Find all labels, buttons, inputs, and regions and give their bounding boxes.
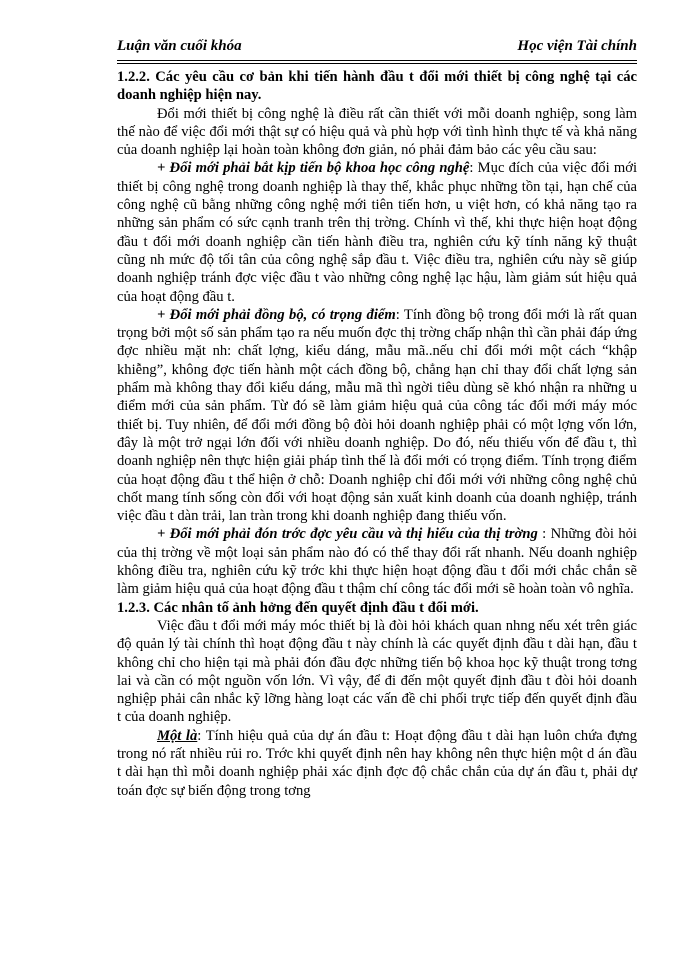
running-header — [117, 36, 637, 58]
requirement-text-3: : Những đòi hỏi của thị trờng về một loại sản phẩm nào đó có thể thay đổi rất nhanh. Nếu doanh nghiệp không điều tra, nghiên cứu kỹ trớc khi thực hiện hoạt động đầu t đổi mới chắc chắn sẽ làm giảm hiệu quả của hoạt động đầu t thậm chí công tác đổi mới sẽ hoàn toàn vô nghĩa. — [117, 526, 637, 598]
header-divider-thin — [117, 63, 637, 64]
header-divider — [117, 60, 637, 61]
section-intro-paragraph: Đổi mới thiết bị công nghệ là điều rất cần thiết với mỗi doanh nghiệp, song làm thế nào để việc đổi mới thật sự có hiệu quả và phù hợp với tình hình thực tế và khả năng của doanh nghiệp lại hoàn toàn không đơn giản, nó phải đảm bảo các yêu cầu sau: — [117, 105, 637, 159]
requirement-lead-1: + Đổi mới phải bắt kịp tiến bộ khoa học công nghệ — [157, 160, 470, 177]
factors-intro-paragraph: Việc đầu t đổi mới máy móc thiết bị là đòi hỏi khách quan nhng nếu xét trên giác độ quản lý tài chính thì hoạt động đầu t này chính là các quyết định đầu t dài hạn, đầu t không chỉ cho hiện tại mà phải đón đầu đợc những tiến bộ khoa học kỹ thuật trong tơng lai và cần có một nguồn vốn lớn. Vì vậy, để đi đến một quyết định đầu t đòi hỏi doanh nghiệp phải cân nhắc kỹ lỡng hàng loạt các vấn đề chi phối trực tiếp đến quyết định đầu t của doanh nghiệp. — [117, 617, 637, 726]
requirement-paragraph-3 — [117, 525, 637, 598]
section-heading-1-2-2: 1.2.2. Các yêu cầu cơ bản khi tiến hành đầu t đổi mới thiết bị công nghệ tại các doanh nghiệp hiện nay. — [117, 69, 637, 104]
requirement-text-2: : Tính đồng bộ trong đổi mới là rất quan trọng bởi một số sản phẩm tạo ra nếu muốn đợc thị trờng chấp nhận thì cần phải đáp ứng đợc nhiều mặt nh: chất lợng, kiểu dáng, mẫu mã..nếu chỉ đổi mới một cách “khập khiễng”, không đợc tiến hành một cách đồng bộ, chẳng hạn chỉ thay đổi chất lợng sản phẩm mà không thay đổi kiểu dáng, mẫu mã thì ngời tiêu dùng sẽ khó nhận ra những u điểm mới của sản phẩm. Từ đó sẽ làm giảm hiệu quả của công tác đổi mới máy móc thiết bị. Tuy nhiên, để đổi mới đồng bộ đòi hỏi doanh nghiệp phải có một lợng vốn lớn, đây là một trở ngại lớn đối với nhiều doanh nghiệp. Do đó, nếu thiếu vốn để đầu t, thì doanh nghiệp nên thực hiện giải pháp tình thế là đổi mới có trọng điểm. Tính trọng điểm của hoạt động đầu t thể hiện ở chỗ: Doanh nghiệp chỉ đổi mới với những công nghệ chủ chốt mang tính sống còn đối với hoạt động sản xuất kinh doanh của doanh nghiệp, tránh việc đầu t dàn trải, lan tràn trong khi doanh nghiệp đang thiếu vốn. — [117, 306, 638, 525]
requirement-paragraph-2 — [117, 306, 637, 526]
header-institution-label: Học viện Tài chính — [517, 38, 637, 54]
section-heading-1-2-3: 1.2.3. Các nhân tố ảnh hởng đến quyết định đầu t đổi mới. — [117, 599, 479, 616]
factor-paragraph-1 — [117, 727, 637, 800]
document-body — [117, 68, 637, 800]
factor-lead-1: Một là — [157, 727, 198, 744]
requirement-lead-3: + Đổi mới phải đón trớc đợc yêu cầu và thị hiếu của thị trờng — [157, 526, 538, 543]
header-thesis-label: Luận văn cuối khóa — [117, 38, 242, 54]
requirement-text-1: : Mục đích của việc đổi mới thiết bị công nghệ trong doanh nghiệp là thay thế, khắc phục những tồn tại, hạn chế của công nghệ cũ bằng những công nghệ mới tiên tiến hơn, u việt hơn, có khả năng tạo ra những sản phẩm có sức cạnh tranh trên thị trờng. Chính vì thế, khi thực hiện hoạt động đầu t đổi mới doanh nghiệp cần tiến hành điều tra, nghiên cứu kỹ tính năng kỹ thuật cũng nh mức độ tối tân của công nghệ sắp đầu t. Việc điều tra, nghiên cứu này sẽ giúp doanh nghiệp tránh đợc việc đầu t vào những công nghệ lạc hậu, làm giảm sút hiệu quả của hoạt động đầu t. — [117, 160, 638, 305]
requirement-lead-2: + Đổi mới phải đồng bộ, có trọng điểm — [157, 306, 396, 323]
factor-text-1: : Tính hiệu quả của dự án đầu t: Hoạt động đầu t dài hạn luôn chứa đựng trong nó rất nhiều rủi ro. Trớc khi quyết định nên hay không nên thực hiện một d án đầu t dài hạn thì mỗi doanh nghiệp phải xác định đợc độ chắc chắn của dự án đầu t, phải dự toán đợc sự biến động trong tơng — [117, 727, 638, 799]
requirement-paragraph-1 — [117, 159, 637, 305]
